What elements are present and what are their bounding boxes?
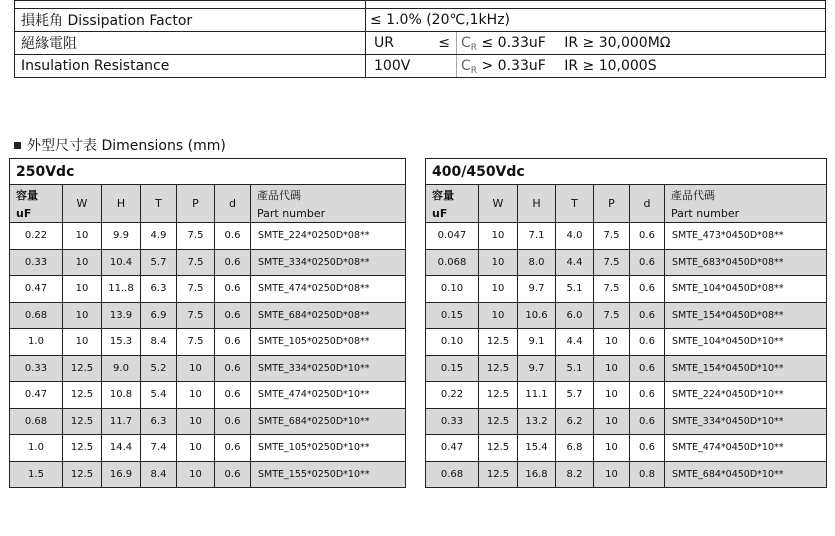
cell-t: 6.2	[556, 408, 594, 435]
table-row	[426, 302, 827, 329]
cell-w: 10	[479, 223, 518, 250]
table-row	[10, 435, 406, 462]
cell-d: 0.6	[630, 302, 665, 329]
header-d: d	[215, 185, 251, 223]
dimensions-title-text: 外型尺寸表 Dimensions (mm)	[27, 138, 226, 154]
insulation-cond-1	[457, 32, 826, 55]
table-row	[10, 276, 406, 303]
table-row	[10, 329, 406, 356]
cell-capacitance: 0.68	[426, 461, 479, 488]
table-row	[426, 355, 827, 382]
header-pn-en: Part number	[665, 204, 827, 223]
cell-h: 9.7	[518, 276, 556, 303]
cell-part-number: SMTE_684*0250D*10**	[251, 408, 406, 435]
cell-w: 12.5	[63, 408, 102, 435]
cell-d: 0.6	[630, 329, 665, 356]
cell-capacitance: 0.68	[10, 302, 63, 329]
cell-t: 7.4	[141, 435, 177, 462]
header-t: T	[141, 185, 177, 223]
spec-top-cell	[366, 1, 826, 9]
cell-d: 0.6	[630, 276, 665, 303]
cell-d: 0.6	[215, 355, 251, 382]
cell-d: 0.6	[215, 223, 251, 250]
cell-part-number: SMTE_683*0450D*08**	[665, 249, 827, 276]
cr-symbol: C	[461, 35, 471, 51]
cell-capacitance: 1.0	[10, 435, 63, 462]
cell-d: 0.6	[630, 408, 665, 435]
cell-t: 5.7	[141, 249, 177, 276]
cell-h: 9.1	[518, 329, 556, 356]
cell-w: 10	[479, 302, 518, 329]
cell-h: 10.4	[102, 249, 141, 276]
insulation-label-en: Insulation Resistance	[15, 55, 366, 78]
dimensions-table-400-450vdc	[425, 158, 827, 488]
cell-w: 12.5	[479, 355, 518, 382]
cell-h: 13.2	[518, 408, 556, 435]
cell-p: 10	[177, 435, 215, 462]
cell-t: 5.4	[141, 382, 177, 409]
cell-t: 6.0	[556, 302, 594, 329]
cell-w: 10	[63, 276, 102, 303]
ur-cell	[366, 32, 457, 55]
cell-w: 12.5	[479, 329, 518, 356]
cell-w: 12.5	[63, 382, 102, 409]
cell-part-number: SMTE_334*0450D*10**	[665, 408, 827, 435]
cell-part-number: SMTE_224*0450D*10**	[665, 382, 827, 409]
spec-row-insulation-1	[15, 32, 826, 55]
cell-d: 0.6	[630, 435, 665, 462]
dimensions-title	[14, 135, 226, 155]
cell-d: 0.6	[215, 382, 251, 409]
cell-w: 10	[63, 249, 102, 276]
cond-2: > 0.33uF	[481, 58, 546, 74]
insulation-label-zh: 絕緣電阻	[15, 32, 366, 55]
dissipation-value: ≤ 1.0% (20℃,1kHz)	[366, 9, 826, 32]
cell-p: 10	[594, 329, 630, 356]
cell-p: 7.5	[177, 223, 215, 250]
cell-t: 6.9	[141, 302, 177, 329]
header-p: P	[594, 185, 630, 223]
cell-p: 7.5	[177, 249, 215, 276]
cr-subscript: R	[470, 66, 478, 76]
table-title: 400/450Vdc	[426, 159, 827, 185]
cell-part-number: SMTE_154*0450D*08**	[665, 302, 827, 329]
cell-h: 15.4	[518, 435, 556, 462]
cell-t: 5.1	[556, 276, 594, 303]
cr-symbol: C	[461, 58, 471, 74]
cell-h: 11..8	[102, 276, 141, 303]
cell-h: 10.8	[102, 382, 141, 409]
header-pn-zh: 產品代碼	[665, 185, 827, 205]
header-p: P	[177, 185, 215, 223]
cell-part-number: SMTE_474*0450D*10**	[665, 435, 827, 462]
cell-p: 10	[177, 408, 215, 435]
header-cap-zh: 容量	[426, 185, 479, 205]
cell-t: 6.8	[556, 435, 594, 462]
table-row	[426, 461, 827, 488]
cell-part-number: SMTE_473*0450D*08**	[665, 223, 827, 250]
voltage-value: 100V	[374, 58, 411, 74]
cell-t: 4.4	[556, 329, 594, 356]
cell-p: 7.5	[177, 302, 215, 329]
cell-h: 16.9	[102, 461, 141, 488]
cell-w: 10	[63, 223, 102, 250]
cell-p: 7.5	[177, 329, 215, 356]
cell-w: 10	[479, 276, 518, 303]
cell-h: 8.0	[518, 249, 556, 276]
cell-h: 15.3	[102, 329, 141, 356]
cell-part-number: SMTE_104*0450D*10**	[665, 329, 827, 356]
cell-capacitance: 0.22	[426, 382, 479, 409]
cond-1: ≤ 0.33uF	[481, 35, 546, 51]
cell-capacitance: 0.47	[10, 382, 63, 409]
cell-w: 12.5	[63, 461, 102, 488]
header-d: d	[630, 185, 665, 223]
cell-part-number: SMTE_105*0250D*08**	[251, 329, 406, 356]
cell-t: 8.4	[141, 329, 177, 356]
table-row	[10, 302, 406, 329]
cell-h: 9.7	[518, 355, 556, 382]
cell-h: 14.4	[102, 435, 141, 462]
header-t: T	[556, 185, 594, 223]
spec-table	[14, 0, 826, 78]
cell-w: 10	[63, 302, 102, 329]
cell-capacitance: 0.10	[426, 276, 479, 303]
cell-w: 12.5	[63, 355, 102, 382]
table-row	[426, 329, 827, 356]
cell-part-number: SMTE_104*0450D*08**	[665, 276, 827, 303]
cell-h: 11.1	[518, 382, 556, 409]
header-h: H	[518, 185, 556, 223]
cell-h: 16.8	[518, 461, 556, 488]
cell-p: 10	[594, 435, 630, 462]
le-symbol: ≤	[438, 35, 450, 51]
table-row	[10, 355, 406, 382]
cell-capacitance: 0.33	[10, 249, 63, 276]
cell-d: 0.6	[215, 435, 251, 462]
cell-t: 8.4	[141, 461, 177, 488]
cell-w: 12.5	[479, 435, 518, 462]
cell-h: 13.9	[102, 302, 141, 329]
header-w: W	[479, 185, 518, 223]
cell-p: 7.5	[594, 249, 630, 276]
cell-part-number: SMTE_474*0250D*10**	[251, 382, 406, 409]
cell-w: 12.5	[63, 435, 102, 462]
cell-d: 0.8	[630, 461, 665, 488]
cell-p: 10	[177, 461, 215, 488]
spec-row-insulation-2	[15, 55, 826, 78]
header-w: W	[63, 185, 102, 223]
table-row	[10, 223, 406, 250]
cell-part-number: SMTE_155*0250D*10**	[251, 461, 406, 488]
spec-row-dissipation	[15, 9, 826, 32]
cell-t: 4.9	[141, 223, 177, 250]
cell-d: 0.6	[215, 249, 251, 276]
cell-h: 9.0	[102, 355, 141, 382]
cell-p: 10	[594, 408, 630, 435]
cell-w: 12.5	[479, 382, 518, 409]
header-pn-zh: 產品代碼	[251, 185, 406, 205]
cell-p: 10	[177, 355, 215, 382]
cell-part-number: SMTE_154*0450D*10**	[665, 355, 827, 382]
cell-p: 10	[594, 355, 630, 382]
cell-capacitance: 0.47	[426, 435, 479, 462]
cell-t: 6.3	[141, 408, 177, 435]
cell-capacitance: 0.33	[10, 355, 63, 382]
cell-capacitance: 0.15	[426, 302, 479, 329]
cell-t: 5.7	[556, 382, 594, 409]
header-pn-en: Part number	[251, 204, 406, 223]
ir-1: IR ≥ 30,000MΩ	[564, 35, 671, 51]
insulation-cond-2	[457, 55, 826, 78]
ir-2: IR ≥ 10,000S	[564, 58, 657, 74]
cell-part-number: SMTE_224*0250D*08**	[251, 223, 406, 250]
cell-d: 0.6	[215, 302, 251, 329]
spec-top-row	[15, 1, 826, 9]
cell-part-number: SMTE_474*0250D*08**	[251, 276, 406, 303]
table-row	[426, 276, 827, 303]
cell-h: 9.9	[102, 223, 141, 250]
cell-t: 5.2	[141, 355, 177, 382]
cell-t: 6.3	[141, 276, 177, 303]
cell-p: 7.5	[594, 223, 630, 250]
cell-h: 7.1	[518, 223, 556, 250]
cell-capacitance: 0.47	[10, 276, 63, 303]
table-row	[426, 435, 827, 462]
cr-subscript: R	[470, 43, 478, 53]
bullet-square-icon	[14, 142, 21, 149]
spec-top-cell	[15, 1, 366, 9]
cell-capacitance: 0.33	[426, 408, 479, 435]
cell-p: 7.5	[594, 302, 630, 329]
table-row	[10, 382, 406, 409]
cell-capacitance: 0.15	[426, 355, 479, 382]
cell-d: 0.6	[630, 382, 665, 409]
cell-w: 12.5	[479, 408, 518, 435]
cell-part-number: SMTE_334*0250D*08**	[251, 249, 406, 276]
cell-capacitance: 0.10	[426, 329, 479, 356]
cell-t: 5.1	[556, 355, 594, 382]
ur-label: UR	[374, 35, 394, 51]
cell-d: 0.6	[630, 223, 665, 250]
cell-capacitance: 1.5	[10, 461, 63, 488]
table-row	[426, 223, 827, 250]
cell-h: 11.7	[102, 408, 141, 435]
cell-capacitance: 0.22	[10, 223, 63, 250]
header-cap-unit: uF	[10, 204, 63, 223]
table-row	[10, 461, 406, 488]
cell-t: 4.4	[556, 249, 594, 276]
cell-capacitance: 0.068	[426, 249, 479, 276]
cell-d: 0.6	[630, 249, 665, 276]
cell-part-number: SMTE_684*0250D*08**	[251, 302, 406, 329]
header-h: H	[102, 185, 141, 223]
dimensions-table-250vdc	[9, 158, 406, 488]
dissipation-label: 損耗角 Dissipation Factor	[15, 9, 366, 32]
cell-part-number: SMTE_105*0250D*10**	[251, 435, 406, 462]
cell-part-number: SMTE_684*0450D*10**	[665, 461, 827, 488]
cell-p: 10	[594, 461, 630, 488]
cell-p: 7.5	[177, 276, 215, 303]
header-cap-zh: 容量	[10, 185, 63, 205]
table-row	[10, 408, 406, 435]
cell-d: 0.6	[215, 276, 251, 303]
table-row	[426, 382, 827, 409]
cell-part-number: SMTE_334*0250D*10**	[251, 355, 406, 382]
cell-capacitance: 0.68	[10, 408, 63, 435]
cell-capacitance: 1.0	[10, 329, 63, 356]
cell-capacitance: 0.047	[426, 223, 479, 250]
table-row	[426, 249, 827, 276]
header-cap-unit: uF	[426, 204, 479, 223]
cell-w: 12.5	[479, 461, 518, 488]
cell-p: 7.5	[594, 276, 630, 303]
cell-p: 10	[594, 382, 630, 409]
table-title: 250Vdc	[10, 159, 406, 185]
table-row	[10, 249, 406, 276]
table-row	[426, 408, 827, 435]
cell-p: 10	[177, 382, 215, 409]
cell-d: 0.6	[215, 408, 251, 435]
cell-d: 0.6	[630, 355, 665, 382]
cell-d: 0.6	[215, 329, 251, 356]
cell-d: 0.6	[215, 461, 251, 488]
cell-w: 10	[479, 249, 518, 276]
cell-t: 8.2	[556, 461, 594, 488]
cell-t: 4.0	[556, 223, 594, 250]
cell-h: 10.6	[518, 302, 556, 329]
voltage-cell	[366, 55, 457, 78]
cell-w: 10	[63, 329, 102, 356]
